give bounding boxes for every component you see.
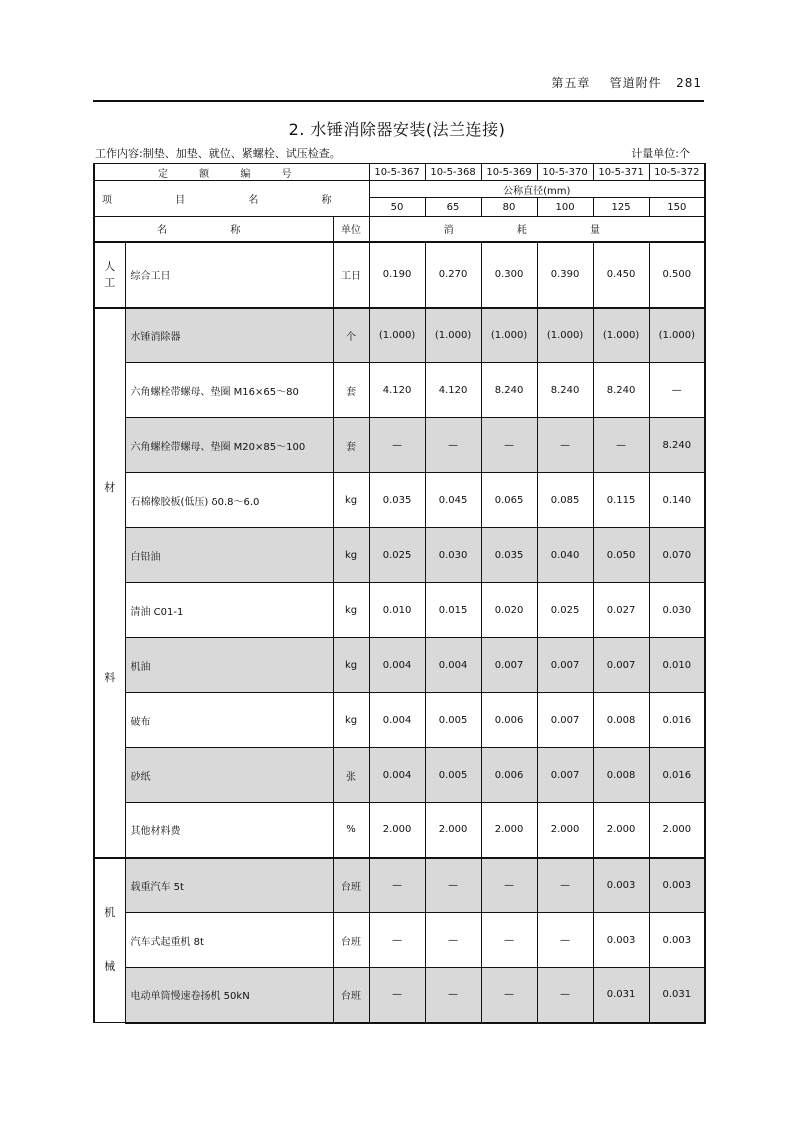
row-name: 水锤消除器 [125, 308, 333, 363]
row-value: — [649, 363, 705, 418]
row-value: — [425, 858, 481, 913]
measurement-unit: 计量单位:个 [631, 147, 690, 160]
running-header [551, 74, 702, 91]
table-row [94, 363, 705, 418]
page-title: 2. 水锤消除器安装(法兰连接) [288, 120, 506, 139]
row-value: 0.008 [593, 693, 649, 748]
row-value: 0.015 [425, 583, 481, 638]
consumption-header: 消 耗 量 [369, 217, 705, 242]
row-value: 0.085 [537, 473, 593, 528]
row-value: 8.240 [649, 418, 705, 473]
row-value: 0.010 [649, 638, 705, 693]
row-value: — [425, 968, 481, 1023]
row-value: 0.007 [537, 638, 593, 693]
row-value: 0.025 [369, 528, 425, 583]
row-name: 综合工日 [125, 242, 333, 308]
section-label: 管道附件 [609, 76, 662, 90]
table-row [94, 913, 705, 968]
row-value: 0.050 [593, 528, 649, 583]
diameter-value: 150 [649, 198, 705, 217]
row-value: — [593, 418, 649, 473]
row-value: 0.045 [425, 473, 481, 528]
row-value: 0.008 [593, 748, 649, 803]
row-value: 0.016 [649, 693, 705, 748]
row-value: 0.007 [481, 638, 537, 693]
row-value: 0.031 [593, 968, 649, 1023]
row-value: 0.005 [425, 748, 481, 803]
row-value: 0.031 [649, 968, 705, 1023]
table-row [94, 242, 705, 308]
row-value: — [481, 968, 537, 1023]
row-value: — [425, 418, 481, 473]
table-row [94, 803, 705, 858]
row-unit: kg [333, 638, 369, 693]
quota-code: 10-5-372 [649, 164, 705, 181]
row-name: 汽车式起重机 8t [125, 913, 333, 968]
category-text: 人工 [104, 259, 116, 289]
quota-code: 10-5-367 [369, 164, 425, 181]
row-value: 0.016 [649, 748, 705, 803]
row-value: 2.000 [593, 803, 649, 858]
row-value: 0.027 [593, 583, 649, 638]
row-unit: 台班 [333, 968, 369, 1023]
row-value: 8.240 [537, 363, 593, 418]
row-value: 0.007 [593, 638, 649, 693]
diameter-value: 125 [593, 198, 649, 217]
table-row [94, 308, 705, 363]
row-unit: 张 [333, 748, 369, 803]
row-value: — [481, 418, 537, 473]
quota-table [93, 163, 706, 1024]
row-unit: 工日 [333, 242, 369, 308]
row-value: — [537, 858, 593, 913]
row-value: — [481, 858, 537, 913]
row-unit: 台班 [333, 913, 369, 968]
row-value: — [369, 418, 425, 473]
row-value: (1.000) [481, 308, 537, 363]
row-value: 0.035 [369, 473, 425, 528]
category-1-label [94, 308, 125, 858]
row-value: 0.035 [481, 528, 537, 583]
header-rule [93, 100, 704, 102]
row-unit: kg [333, 528, 369, 583]
row-name: 电动单筒慢速卷扬机 50kN [125, 968, 333, 1023]
row-value: 0.005 [425, 693, 481, 748]
row-unit: 套 [333, 363, 369, 418]
row-name: 石棉橡胶板(低压) δ0.8～6.0 [125, 473, 333, 528]
row-value: 0.115 [593, 473, 649, 528]
table-row [94, 473, 705, 528]
row-value: (1.000) [537, 308, 593, 363]
row-value: (1.000) [593, 308, 649, 363]
quota-code: 10-5-368 [425, 164, 481, 181]
item-name-label: 项 目 名 称 [94, 181, 369, 217]
row-unit: kg [333, 693, 369, 748]
row-name: 六角螺栓带螺母、垫圈 M20×85～100 [125, 418, 333, 473]
row-value: 0.030 [649, 583, 705, 638]
chapter-label: 第五章 [551, 76, 591, 90]
row-value: 0.003 [649, 913, 705, 968]
row-value: (1.000) [369, 308, 425, 363]
work-content: 工作内容:制垫、加垫、就位、紧螺栓、试压检查。 [95, 147, 341, 160]
row-value: — [481, 913, 537, 968]
row-value: — [369, 968, 425, 1023]
row-value: 8.240 [481, 363, 537, 418]
row-value: 0.450 [593, 242, 649, 308]
row-value: — [369, 858, 425, 913]
row-unit: 个 [333, 308, 369, 363]
row-value: (1.000) [425, 308, 481, 363]
table-row [94, 968, 705, 1023]
row-unit: 套 [333, 418, 369, 473]
row-value: 0.007 [537, 748, 593, 803]
diameter-label: 公称直径(mm) [369, 181, 705, 198]
row-value: — [425, 913, 481, 968]
row-value: 8.240 [593, 363, 649, 418]
category-2-label [94, 858, 125, 1023]
row-value: 0.070 [649, 528, 705, 583]
row-name: 六角螺栓带螺母、垫圈 M16×65～80 [125, 363, 333, 418]
diameter-value: 80 [481, 198, 537, 217]
row-unit: kg [333, 583, 369, 638]
row-name: 白铅油 [125, 528, 333, 583]
row-value: 0.270 [425, 242, 481, 308]
table-row [94, 583, 705, 638]
row-value: 0.003 [649, 858, 705, 913]
row-value: 0.500 [649, 242, 705, 308]
table-row [94, 748, 705, 803]
row-value: — [369, 913, 425, 968]
row-value: 4.120 [425, 363, 481, 418]
row-value: (1.000) [649, 308, 705, 363]
row-value: 0.003 [593, 858, 649, 913]
row-value: 0.007 [537, 693, 593, 748]
row-value: 0.190 [369, 242, 425, 308]
name-column-header: 名 称 [94, 217, 333, 242]
row-unit: % [333, 803, 369, 858]
table-row [94, 693, 705, 748]
table-row [94, 528, 705, 583]
row-value: 0.003 [593, 913, 649, 968]
diameter-value: 100 [537, 198, 593, 217]
unit-column-header: 单位 [333, 217, 369, 242]
row-value: 2.000 [425, 803, 481, 858]
diameter-value: 50 [369, 198, 425, 217]
row-unit: 台班 [333, 858, 369, 913]
row-unit: kg [333, 473, 369, 528]
row-value: 0.030 [425, 528, 481, 583]
row-value: 2.000 [369, 803, 425, 858]
row-value: 0.004 [369, 693, 425, 748]
row-value: 0.010 [369, 583, 425, 638]
category-text: 机械 [104, 906, 116, 974]
row-value: 2.000 [481, 803, 537, 858]
row-value: 0.390 [537, 242, 593, 308]
quota-code-label: 定 额 编 号 [94, 164, 369, 181]
category-0-label [94, 242, 125, 308]
row-value: 0.025 [537, 583, 593, 638]
row-value: 0.004 [425, 638, 481, 693]
quota-code: 10-5-370 [537, 164, 593, 181]
row-value: 0.065 [481, 473, 537, 528]
diameter-value: 65 [425, 198, 481, 217]
row-value: — [537, 418, 593, 473]
table-row [94, 858, 705, 913]
row-value: 0.040 [537, 528, 593, 583]
category-text: 材料 [104, 480, 116, 684]
row-name: 机油 [125, 638, 333, 693]
row-value: — [537, 968, 593, 1023]
row-name: 其他材料费 [125, 803, 333, 858]
row-name: 载重汽车 5t [125, 858, 333, 913]
row-value: 0.004 [369, 748, 425, 803]
row-value: — [537, 913, 593, 968]
row-name: 破布 [125, 693, 333, 748]
row-value: 2.000 [537, 803, 593, 858]
row-value: 0.020 [481, 583, 537, 638]
quota-code: 10-5-369 [481, 164, 537, 181]
row-value: 4.120 [369, 363, 425, 418]
page-number: 281 [676, 76, 702, 90]
row-value: 0.006 [481, 748, 537, 803]
table-row [94, 418, 705, 473]
row-value: 0.006 [481, 693, 537, 748]
row-value: 0.004 [369, 638, 425, 693]
row-name: 清油 C01-1 [125, 583, 333, 638]
row-name: 砂纸 [125, 748, 333, 803]
table-row [94, 638, 705, 693]
row-value: 0.300 [481, 242, 537, 308]
quota-code: 10-5-371 [593, 164, 649, 181]
row-value: 0.140 [649, 473, 705, 528]
row-value: 2.000 [649, 803, 705, 858]
